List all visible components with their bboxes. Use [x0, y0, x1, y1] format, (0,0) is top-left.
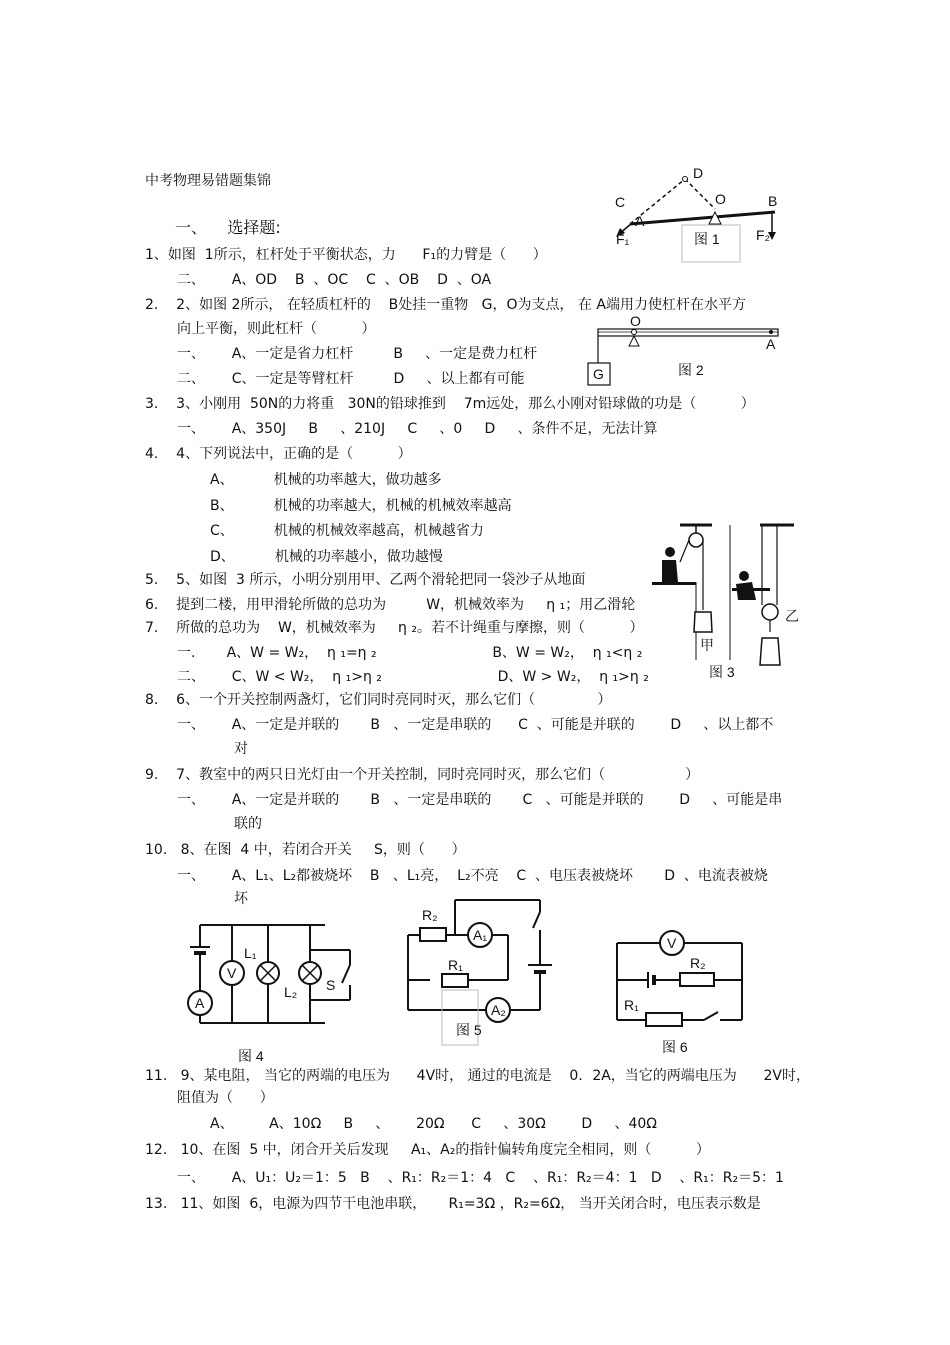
text-line: 4. 4、下列说法中，正确的是（ ） — [145, 446, 412, 462]
text-line: 一. A、W = W₂， η ₁=η ₂ B、W = W₂， η ₁<η ₂ — [177, 645, 643, 661]
text-line: 一、 A、U₁：U₂＝1：5 B 、R₁：R₂＝1：4 C 、R₁：R₂＝4：1 D 、R₁：R₂＝5：1 — [177, 1170, 784, 1186]
fig6-caption: 图 6 — [662, 1039, 688, 1055]
fig1-label-c: C — [615, 194, 626, 210]
text-line: 12. 10、在图 5 中，闭合开关后发现 A₁、A₂的指针偏转角度完全相同，则（ ） — [145, 1142, 710, 1158]
figure-4-circuit — [180, 915, 360, 1065]
page-title: 中考物理易错题集锦 — [145, 173, 271, 189]
text-line: 阻值为（ ） — [177, 1090, 274, 1106]
fig4-label-v: V — [227, 965, 237, 981]
text-line: 3. 3、小刚用 50N的力将重 30N的铅球推到 7m远处，那么小刚对铅球做的功是（ ） — [145, 396, 755, 412]
text-line: 坏 — [234, 891, 248, 907]
fig5-label-r1: R₁ — [448, 957, 463, 973]
fig2-label-o: O — [630, 313, 641, 329]
fig1-label-a: A — [635, 213, 645, 229]
fig3-label-yi: 乙 — [785, 608, 799, 624]
fig1-label-b: B — [768, 193, 778, 209]
figure-2-lever — [585, 315, 785, 390]
fig4-label-a: A — [195, 995, 205, 1011]
fig1-label-o: O — [715, 191, 726, 207]
fig1-label-f2: F₂ — [756, 227, 770, 243]
fig4-label-s: S — [326, 977, 336, 993]
figure-3-pulleys — [652, 520, 802, 680]
fig4-caption: 图 4 — [238, 1048, 264, 1064]
fig2-caption: 图 2 — [678, 362, 704, 378]
fig3-label-jia: 甲 — [700, 637, 714, 653]
text-line: B、 机械的功率越大，机械的机械效率越高 — [210, 498, 512, 514]
text-line: 6. 提到二楼，用甲滑轮所做的总功为 W，机械效率为 η ₁；用乙滑轮 — [145, 597, 636, 613]
text-line: 8. 6、一个开关控制两盏灯，它们同时亮同时灭，那么它们（ ） — [145, 692, 612, 708]
fig3-caption: 图 3 — [709, 664, 735, 680]
fig5-caption: 图 5 — [456, 1022, 482, 1038]
text-line: 1、如图 1所示，杠杆处于平衡状态，力 F₁的力臂是（ ） — [145, 247, 547, 263]
text-line: 二、 A、OD B 、OC C 、OB D 、OA — [177, 272, 492, 288]
text-line: 一、 A、L₁、L₂都被烧坏 B 、L₁亮， L₂不亮 C 、电压表被烧坏 D 、电流表被烧 — [177, 868, 768, 884]
figure-6-circuit — [612, 928, 752, 1058]
text-line: 9. 7、教室中的两只日光灯由一个开关控制，同时亮同时灭，那么它们（ ） — [145, 767, 700, 783]
fig5-label-r2: R₂ — [422, 907, 438, 923]
fig6-label-v: V — [667, 935, 677, 951]
text-line: A、 A、10Ω B 、 20Ω C 、30Ω D 、40Ω — [210, 1116, 657, 1132]
fig2-label-a: A — [766, 336, 776, 352]
text-line: 2. 2、如图 2所示， 在轻质杠杆的 B处挂一重物 G，O为支点， 在 A端用力使杠杆在水平方 — [145, 297, 746, 313]
text-line: 一、 A、一定是并联的 B 、一定是串联的 C 、可能是并联的 D 、可能是串 — [177, 792, 783, 808]
section-heading: 一、 选择题: — [175, 218, 281, 237]
fig6-label-r2: R₂ — [690, 955, 706, 971]
text-line: 二、 C、W < W₂， η ₁>η ₂ D、W > W₂， η ₁>η ₂ — [177, 669, 649, 685]
text-line: 一、 A、一定是并联的 B 、一定是串联的 C 、可能是并联的 D 、以上都不 — [177, 717, 774, 733]
text-line: 联的 — [234, 816, 262, 832]
figure-1-lever — [610, 162, 790, 262]
fig1-label-f1: F₁ — [616, 231, 630, 247]
text-line: D、 机械的功率越小，做功越慢 — [210, 549, 443, 565]
text-line: 5. 5、如图 3 所示，小明分别用甲、乙两个滑轮把同一袋沙子从地面 — [145, 572, 586, 588]
fig5-label-a1: A₁ — [473, 927, 488, 943]
text-line: 10. 8、在图 4 中，若闭合开关 S，则（ ） — [145, 842, 466, 858]
text-line: A、 机械的功率越大，做功越多 — [210, 472, 442, 488]
figure-5-circuit — [400, 890, 570, 1050]
text-line: 11. 9、某电阻， 当它的两端的电压为 4V时， 通过的电流是 0．2A，当它的两端电压为 2V时， — [145, 1068, 810, 1084]
fig4-label-l1: L₁ — [244, 945, 257, 961]
fig1-caption: 图 1 — [694, 231, 720, 247]
fig5-label-a2: A₂ — [491, 1002, 506, 1018]
text-line: C、 机械的机械效率越高，机械越省力 — [210, 523, 484, 539]
text-line: 二、 C、一定是等臂杠杆 D 、以上都有可能 — [177, 371, 525, 387]
text-line: 一、 A、350J B 、210J C 、0 D 、条件不足，无法计算 — [177, 421, 658, 437]
text-line: 向上平衡，则此杠杆（ ） — [177, 321, 376, 337]
fig2-label-g: G — [593, 366, 604, 382]
text-line: 对 — [234, 741, 248, 757]
fig4-label-l2: L₂ — [284, 984, 298, 1000]
fig1-label-d: D — [693, 165, 704, 181]
text-line: 一、 A、一定是省力杠杆 B 、一定是费力杠杆 — [177, 346, 538, 362]
fig6-label-r1: R₁ — [624, 997, 639, 1013]
text-line: 13. 11、如图 6，电源为四节干电池串联， R₁=3Ω ，R₂=6Ω， 当开关闭合时，电压表示数是 — [145, 1196, 761, 1212]
text-line: 7. 所做的总功为 W，机械效率为 η ₂。若不计绳重与摩擦，则（ ） — [145, 620, 644, 636]
